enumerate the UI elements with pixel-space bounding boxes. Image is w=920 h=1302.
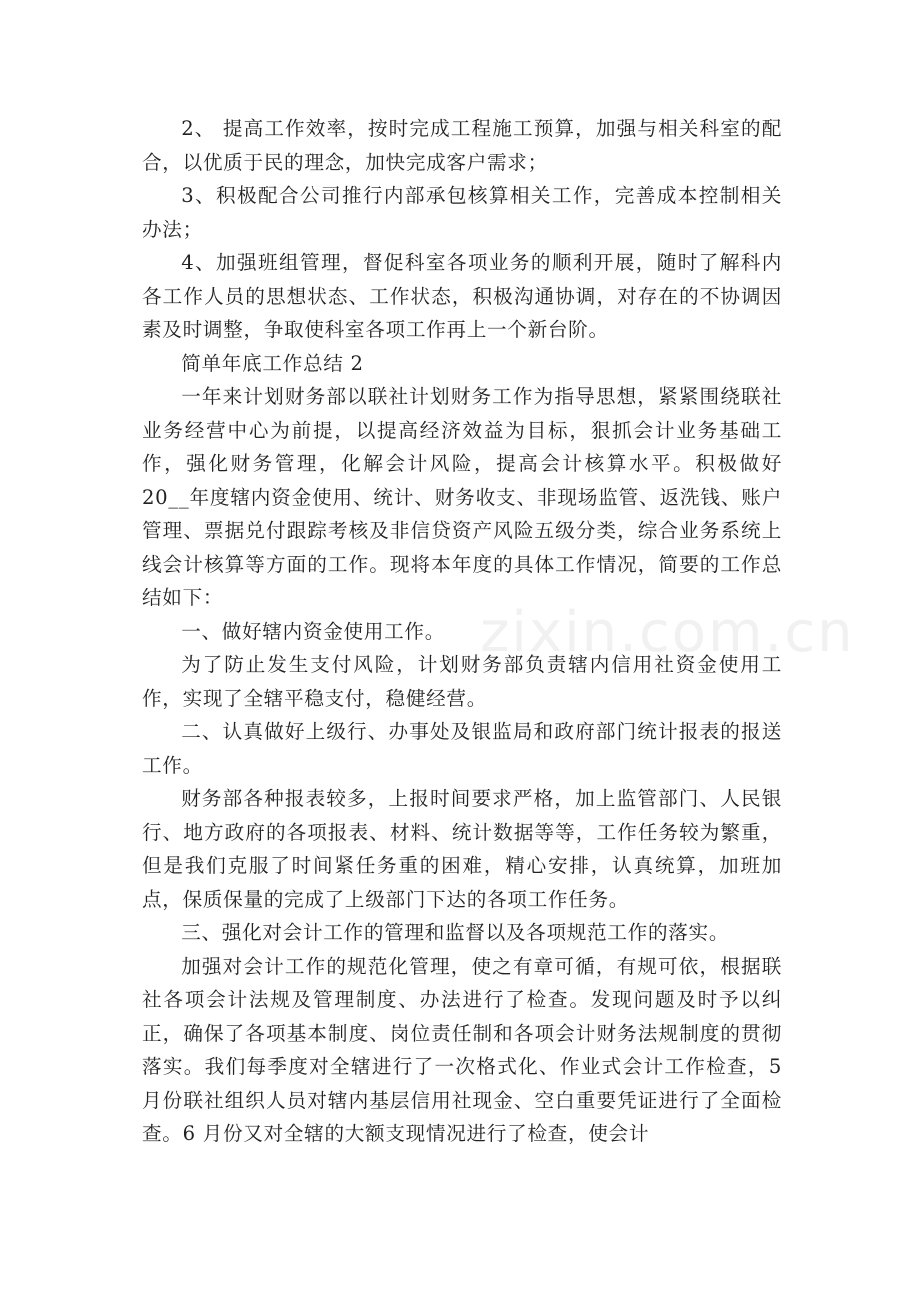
paragraph-one: 为了防止发生支付风险，计划财务部负责辖内信用社资金使用工作，实现了全辖平稳支付，稳健经营。 xyxy=(142,653,782,710)
paragraph-item-4: 4、加强班组管理，督促科室各项业务的顺利开展，随时了解科内各工作人员的思想状态、工作状态，积极沟通协调，对存在的不协调因素及时调整，争取使科室各项工作再上一个新台阶。 xyxy=(142,251,782,341)
heading-two: 二、认真做好上级行、办事处及银监局和政府部门统计报表的报送工作。 xyxy=(142,720,782,777)
heading-one: 一、做好辖内资金使用工作。 xyxy=(181,619,446,643)
watermark-text: zixin.com.cn xyxy=(480,600,855,665)
intro-paragraph: 一年来计划财务部以联社计划财务工作为指导思想，紧紧围绕联社业务经营中心为前提，以提高经济效益为目标，狠抓会计业务基础工作，强化财务管理，化解会计风险，提高会计核算水平。积极做好 20__年度辖内资金使用、统计、财务收支、非现场监管、返洗钱、账户管理、票据兑付跟踪考核及非信贷资产风险五级分类，综合业务系统上线会计核算等方面的工作。现将本年度的具体工作情况，简要的工作总结如下： xyxy=(142,385,782,609)
paragraph-three: 加强对会计工作的规范化管理，使之有章可循，有规可依，根据联社各项会计法规及管理制度、办法进行了检查。发现问题及时予以纠正，确保了各项基本制度、岗位责任制和各项会计财务法规制度的贯彻落实。我们每季度对全辖进行了一次格式化、作业式会计工作检查，5 月份联社组织人员对辖内基层信用社现金、空白重要凭证进行了全面检查。6 月份又对全辖的大额支现情况进行了检查，使会计 xyxy=(142,954,782,1145)
paragraph-two: 财务部各种报表较多，上报时间要求严格，加上监管部门、人民银行、地方政府的各项报表、材料、统计数据等等，工作任务较为繁重，但是我们克服了时间紧任务重的困难，精心安排，认真统算，加班加点，保质保量的完成了上级部门下达的各项工作任务。 xyxy=(142,787,782,911)
document-body xyxy=(142,112,782,1151)
paragraph-item-2: 2、 提高工作效率，按时完成工程施工预算，加强与相关科室的配合，以优质于民的理念，加快完成客户需求； xyxy=(142,117,782,174)
section-title: 简单年底工作总结 2 xyxy=(181,351,364,375)
paragraph-item-3: 3、积极配合公司推行内部承包核算相关工作，完善成本控制相关办法； xyxy=(142,184,782,241)
heading-three: 三、强化对会计工作的管理和监督以及各项规范工作的落实。 xyxy=(181,921,730,944)
